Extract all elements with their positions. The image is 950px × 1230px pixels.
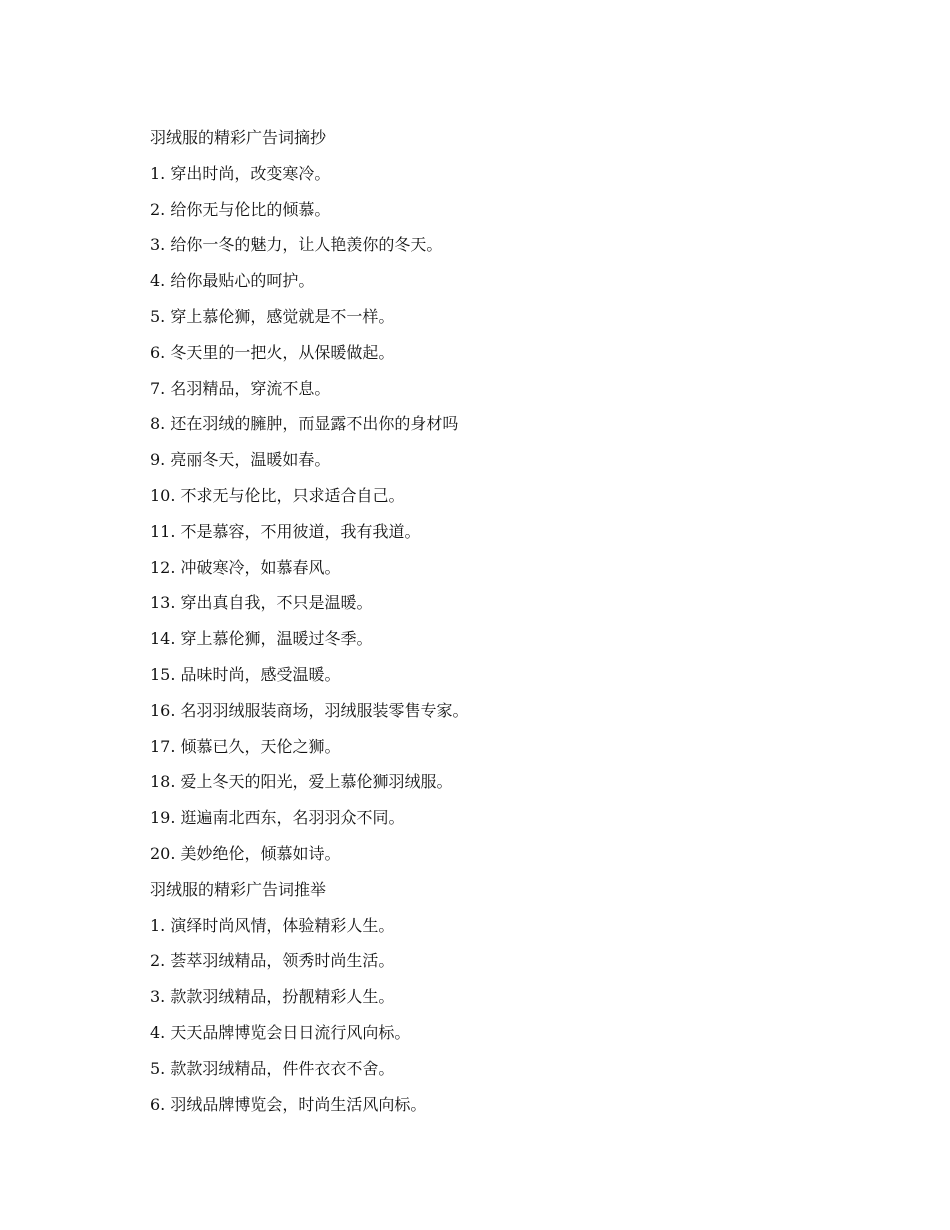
list-item: 20. 美妙绝伦，倾慕如诗。 xyxy=(150,843,341,863)
list-item: 1. 演绎时尚风情，体验精彩人生。 xyxy=(150,915,395,935)
list-item: 9. 亮丽冬天，温暖如春。 xyxy=(150,450,331,470)
list-item: 6. 冬天里的一把火，从保暖做起。 xyxy=(150,342,395,362)
list-item: 8. 还在羽绒的臃肿，而显露不出你的身材吗 xyxy=(150,414,459,434)
list-item: 1. 穿出时尚，改变寒冷。 xyxy=(150,163,331,183)
list-item: 10. 不求无与伦比，只求适合自己。 xyxy=(150,485,405,505)
list-item: 4. 天天品牌博览会日日流行风向标。 xyxy=(150,1022,411,1042)
slogan-list-recommended xyxy=(150,908,850,1123)
document-page xyxy=(150,120,850,1122)
list-item: 15. 品味时尚，感受温暖。 xyxy=(150,664,341,684)
list-item: 12. 冲破寒冷，如慕春风。 xyxy=(150,557,341,577)
list-item: 14. 穿上慕伦狮，温暖过冬季。 xyxy=(150,629,373,649)
list-item: 4. 给你最贴心的呵护。 xyxy=(150,271,315,291)
list-item: 2. 给你无与伦比的倾慕。 xyxy=(150,199,331,219)
list-item: 6. 羽绒品牌博览会，时尚生活风向标。 xyxy=(150,1094,427,1114)
list-item: 13. 穿出真自我，不只是温暖。 xyxy=(150,593,373,613)
slogan-list-excerpts xyxy=(150,156,850,872)
list-item: 3. 款款羽绒精品，扮靓精彩人生。 xyxy=(150,987,395,1007)
list-item: 7. 名羽精品，穿流不息。 xyxy=(150,378,331,398)
list-item: 5. 穿上慕伦狮，感觉就是不一样。 xyxy=(150,306,395,326)
list-item: 19. 逛遍南北西东，名羽羽众不同。 xyxy=(150,808,405,828)
section-heading-recommended: 羽绒服的精彩广告词推举 xyxy=(150,879,327,899)
list-item: 16. 名羽羽绒服装商场，羽绒服装零售专家。 xyxy=(150,700,469,720)
section-heading-excerpts: 羽绒服的精彩广告词摘抄 xyxy=(150,128,327,147)
list-item: 17. 倾慕已久，天伦之狮。 xyxy=(150,736,341,756)
list-item: 18. 爱上冬天的阳光，爱上慕伦狮羽绒服。 xyxy=(150,772,453,792)
list-item: 11. 不是慕容，不用彼道，我有我道。 xyxy=(150,521,421,541)
list-item: 2. 荟萃羽绒精品，领秀时尚生活。 xyxy=(150,951,395,971)
list-item: 3. 给你一冬的魅力，让人艳羡你的冬天。 xyxy=(150,235,443,255)
list-item: 5. 款款羽绒精品，件件衣衣不舍。 xyxy=(150,1058,395,1078)
